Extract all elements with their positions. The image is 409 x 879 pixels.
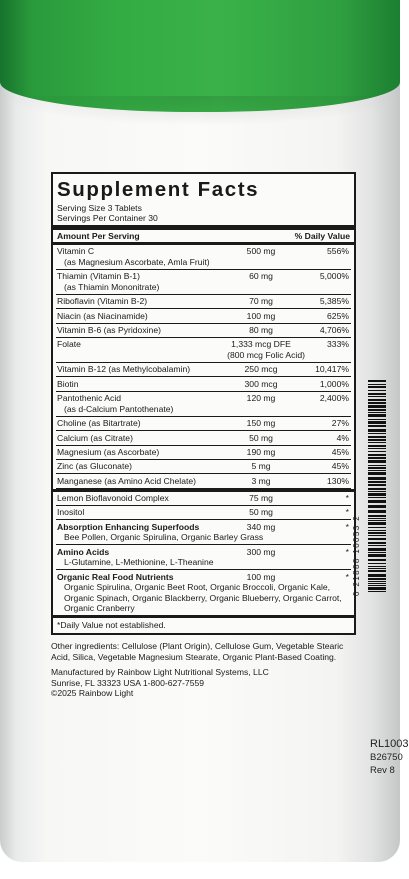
nutrient-name: Choline (as Bitartrate)	[57, 418, 141, 429]
barcode-bar	[368, 563, 386, 564]
barcode-bar	[368, 425, 386, 427]
barcode-bar	[368, 554, 386, 557]
table-header	[56, 230, 351, 242]
daily-value: 4,706%	[319, 325, 349, 336]
amount-header: Amount Per Serving	[57, 231, 140, 241]
panel-title: Supplement Facts	[57, 178, 260, 201]
nutrient-row	[56, 492, 351, 506]
barcode-bar	[368, 457, 386, 459]
barcode-bar	[368, 465, 386, 466]
barcode-bar	[368, 451, 386, 452]
amount-value: 70 mg	[249, 296, 273, 307]
barcode-bar	[368, 505, 386, 508]
nutrient-source: L-Glutamine, L-Methionine, L-Theanine	[64, 557, 214, 568]
barcode-bar	[368, 500, 386, 503]
code-rev: Rev 8	[370, 765, 395, 776]
barcode-bar	[368, 429, 386, 432]
nutrient-row	[56, 377, 351, 391]
barcode-bar	[368, 574, 386, 577]
nutrient-name: Calcium (as Citrate)	[57, 432, 133, 443]
barcode-bar	[368, 460, 386, 463]
barcode-bar	[368, 472, 386, 475]
nutrient-name: Inositol	[57, 507, 85, 518]
nutrient-name: Amino Acids	[57, 546, 110, 557]
barcode-bar	[368, 545, 386, 546]
nutrient-name: Niacin (as Niacinamide)	[57, 310, 148, 321]
daily-value: 130%	[327, 475, 349, 486]
barcode-bar	[368, 448, 386, 449]
amount-value: 50 mg	[249, 507, 273, 518]
barcode-bar	[368, 399, 386, 401]
barcode-bar	[368, 527, 386, 528]
daily-value: *	[345, 521, 349, 532]
barcode-bar	[368, 470, 386, 471]
code-b: B26750	[370, 752, 403, 763]
other-ingredients: Other ingredients: Cellulose (Plant Origin), Cellulose Gum, Vegetable Stearic Acid, Silica, Vegetable Magnesium Stearate, Organic Plant-Based Coating.	[51, 641, 344, 662]
barcode-bar	[368, 532, 386, 534]
barcode-bar	[368, 587, 386, 590]
amount-value: 50 mg	[249, 432, 273, 443]
daily-value: *	[345, 571, 349, 582]
barcode-bar	[368, 454, 386, 456]
barcode	[368, 380, 386, 592]
amount-value: 340 mg	[246, 521, 276, 532]
daily-value: 45%	[331, 461, 349, 472]
barcode-bar	[368, 568, 386, 569]
barcode-bar	[368, 520, 386, 521]
barcode-bar	[368, 522, 386, 525]
product-codes	[370, 738, 409, 777]
barcode-bar	[368, 548, 386, 551]
nutrient-name: Absorption Enhancing Superfoods	[57, 521, 200, 532]
barcode-bar	[368, 559, 386, 561]
barcode-bar	[368, 436, 386, 438]
barcode-bar	[368, 442, 386, 443]
amount-value: 1,333 mcg DFE	[231, 339, 291, 350]
amount-value: 75 mg	[249, 493, 273, 504]
cap-shadow	[0, 96, 400, 126]
nutrient-row	[56, 338, 351, 363]
barcode-bar	[368, 535, 386, 536]
barcode-bar	[368, 583, 386, 584]
barcode-bar	[368, 433, 386, 434]
barcode-bar	[368, 570, 386, 572]
nutrient-row	[56, 270, 351, 295]
barcode-bar	[368, 445, 386, 447]
nutrient-source: (as Thiamin Mononitrate)	[64, 281, 160, 292]
barcode-bar	[368, 497, 386, 498]
nutrient-name: Organic Real Food Nutrients	[57, 571, 174, 582]
manufacturer-line2: Sunrise, FL 33323 USA 1-800-627-7559	[51, 677, 205, 688]
amount-value: 100 mg	[246, 571, 276, 582]
nutrient-source: Organic Spirulina, Organic Beet Root, Organic Broccoli, Organic Kale, Organic Spinach, Organic Blackberry, Organic Blueberry, Organic Carrot, Organic Cranberry	[64, 582, 342, 614]
daily-value: 4%	[336, 432, 349, 443]
barcode-bar	[368, 384, 386, 385]
barcode-bar	[368, 405, 386, 408]
nutrient-name: Vitamin C	[57, 246, 95, 257]
barcode-bar	[368, 467, 386, 469]
barcode-bar	[368, 581, 386, 582]
barcode-bar	[368, 510, 386, 513]
barcode-bar	[368, 414, 386, 417]
manufacturer-line1: Manufactured by Rainbow Light Nutritional Systems, LLC	[51, 667, 269, 678]
nutrient-row	[56, 460, 351, 474]
barcode-bar	[368, 412, 386, 413]
barcode-bar	[368, 578, 386, 580]
daily-value: 27%	[331, 418, 349, 429]
barcode-bar	[368, 393, 386, 395]
nutrient-source: (as Magnesium Ascorbate, Amla Fruit)	[64, 256, 210, 267]
nutrient-name: Manganese (as Amino Acid Chelate)	[57, 475, 197, 486]
nutrient-name: Thiamin (Vitamin B-1)	[57, 271, 140, 282]
barcode-bar	[368, 396, 386, 397]
dv-header: % Daily Value	[294, 231, 350, 241]
barcode-bar	[368, 419, 386, 420]
copyright: ©2025 Rainbow Light	[51, 688, 134, 699]
nutrient-row	[56, 545, 351, 570]
amount-value: 300 mg	[246, 546, 276, 557]
nutrient-row	[56, 417, 351, 431]
daily-value: *	[345, 546, 349, 557]
nutrient-rows	[56, 245, 351, 489]
barcode-bar	[368, 421, 386, 424]
amount-value: 60 mg	[249, 271, 273, 282]
daily-value: 625%	[327, 310, 349, 321]
barcode-bar	[368, 566, 386, 567]
barcode-number: 0 21888 10053 2	[352, 514, 361, 596]
daily-value: *	[345, 507, 349, 518]
nutrient-name: Magnesium (as Ascorbate)	[57, 446, 160, 457]
barcode-bar	[368, 481, 386, 483]
amount-value: 150 mg	[246, 418, 276, 429]
barcode-bar	[368, 380, 386, 382]
barcode-bar	[368, 488, 386, 490]
daily-value: 556%	[327, 246, 349, 257]
daily-value: 45%	[331, 446, 349, 457]
nutrient-name: Vitamin B-12 (as Methylcobalamin)	[57, 364, 191, 375]
barcode-bar	[368, 439, 386, 441]
nutrient-name: Vitamin B-6 (as Pyridoxine)	[57, 325, 161, 336]
barcode-bar	[368, 515, 386, 517]
barcode-bar	[368, 493, 386, 496]
daily-value: 1,000%	[319, 378, 349, 389]
barcode-bar	[368, 538, 386, 540]
nutrient-row	[56, 295, 351, 309]
amount-value: 3 mg	[251, 475, 271, 486]
amount-value: 100 mg	[246, 310, 276, 321]
daily-value: 5,385%	[319, 296, 349, 307]
nutrient-row	[56, 431, 351, 445]
nutrient-name: Lemon Bioflavonoid Complex	[57, 493, 169, 504]
amount-detail: (800 mcg Folic Acid)	[227, 350, 305, 361]
amount-value: 300 mcg	[244, 378, 278, 389]
amount-value: 250 mcg	[244, 364, 278, 375]
barcode-bar	[368, 591, 386, 592]
nutrient-row	[56, 392, 351, 417]
amount-value: 500 mg	[246, 246, 276, 257]
barcode-bar	[368, 491, 386, 492]
barcode-bar	[368, 552, 386, 553]
daily-value: 5,000%	[319, 271, 349, 282]
other-nutrient-rows	[56, 492, 351, 617]
nutrient-name: Biotin	[57, 378, 79, 389]
amount-value: 190 mg	[246, 446, 276, 457]
daily-value: 10,417%	[315, 364, 349, 375]
nutrient-source: Bee Pollen, Organic Spirulina, Organic Barley Grass	[64, 532, 264, 543]
barcode-bar	[368, 542, 386, 544]
nutrient-name: Riboflavin (Vitamin B-2)	[57, 296, 148, 307]
barcode-bar	[368, 518, 386, 519]
barcode-bar	[368, 409, 386, 411]
nutrient-row	[56, 446, 351, 460]
barcode-bar	[368, 585, 386, 586]
serving-size: Serving Size 3 Tablets	[57, 203, 142, 213]
nutrient-row	[56, 324, 351, 338]
barcode-bar	[368, 484, 386, 486]
nutrient-name: Zinc (as Gluconate)	[57, 461, 132, 472]
daily-value: *	[345, 493, 349, 504]
amount-value: 5 mg	[251, 461, 271, 472]
amount-value: 80 mg	[249, 325, 273, 336]
nutrient-row	[56, 309, 351, 323]
barcode-bar	[368, 402, 386, 404]
daily-value: 333%	[327, 339, 349, 350]
nutrient-row	[56, 506, 351, 520]
nutrient-row	[56, 245, 351, 270]
barcode-bar	[368, 530, 386, 531]
barcode-bar	[368, 477, 386, 480]
nutrient-row	[56, 520, 351, 545]
footnote: *Daily Value not established.	[57, 620, 166, 631]
code-rl: RL1003	[370, 738, 409, 750]
servings-per-container: Servings Per Container 30	[57, 213, 158, 223]
daily-value: 2,400%	[319, 393, 349, 404]
nutrient-row	[56, 570, 351, 616]
amount-value: 120 mg	[246, 393, 276, 404]
barcode-bar	[368, 390, 386, 391]
nutrient-row	[56, 474, 351, 488]
nutrient-name: Pantothenic Acid	[57, 393, 122, 404]
nutrient-row	[56, 363, 351, 377]
barcode-bar	[368, 386, 386, 388]
other-info	[51, 641, 351, 699]
nutrient-source: (as d-Calcium Pantothenate)	[64, 403, 174, 414]
nutrient-name: Folate	[57, 339, 81, 350]
supplement-facts-panel	[51, 172, 356, 635]
